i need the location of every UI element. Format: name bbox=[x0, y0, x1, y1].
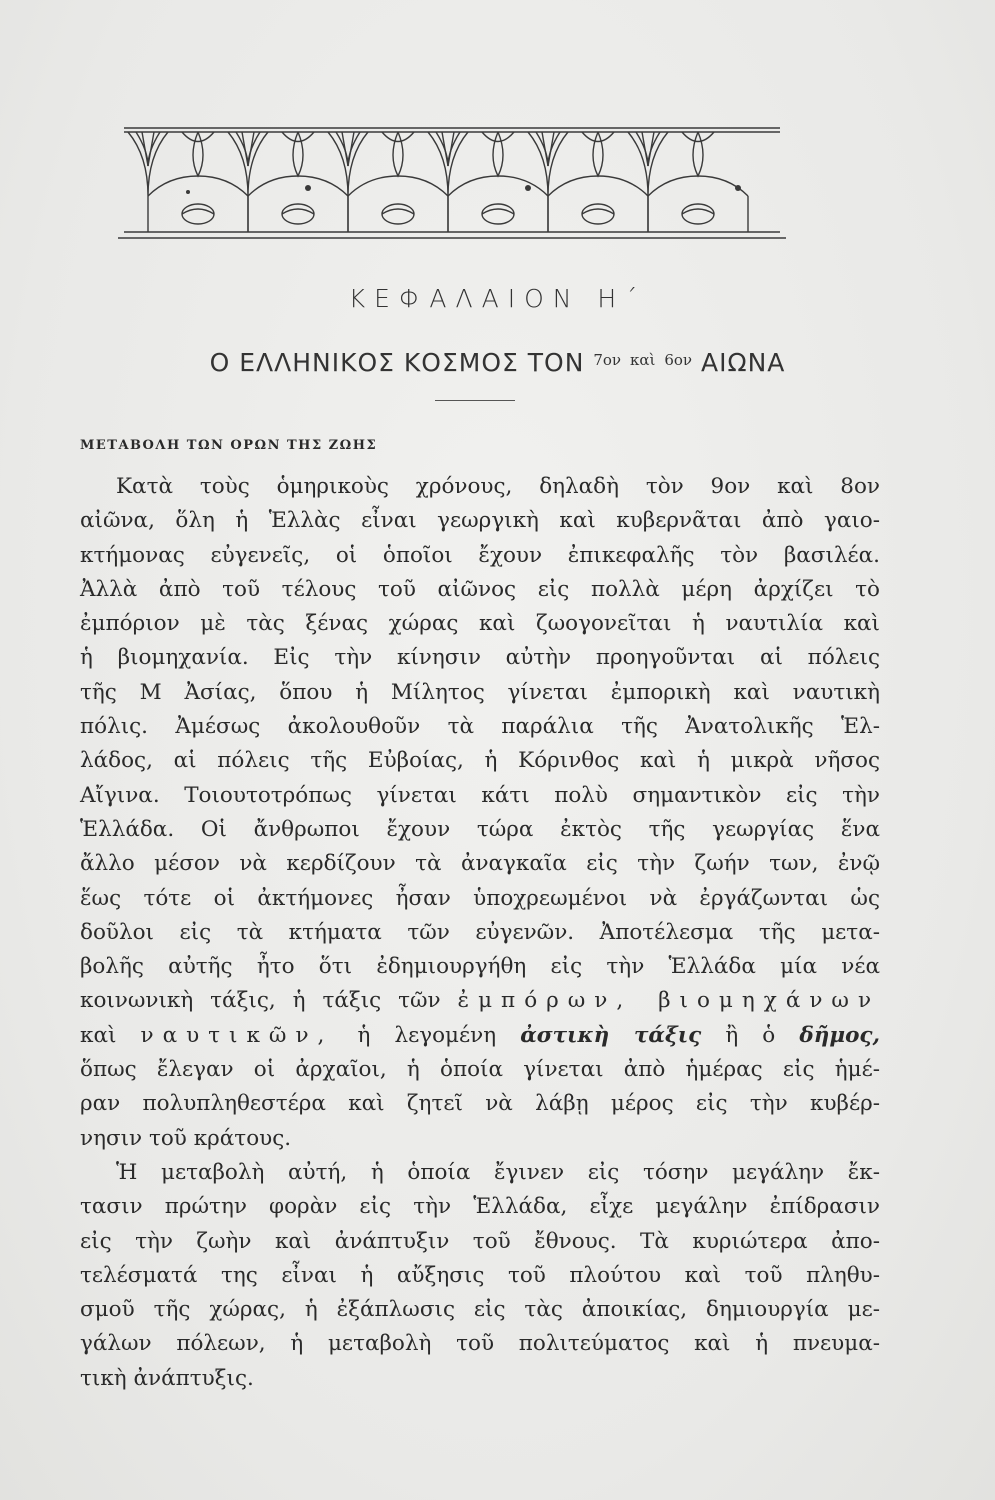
text-line: Ἀλλὰ ἀπὸ τοῦ τέλους τοῦ αἰῶνος εἰς πολλὰ μέρη ἀρχίζει τὸ bbox=[80, 576, 880, 602]
text-line: τικὴ ἀνάπτυξις. bbox=[80, 1365, 254, 1391]
text-line: δοῦλοι εἰς τὰ κτήματα τῶν εὐγενῶν. Ἀποτέλεσμα τῆς μετα- bbox=[80, 919, 880, 945]
text-line: σμοῦ τῆς χώρας, ἡ ἐξάπλωσις εἰς τὰς ἀποικίας, δημιουργία με- bbox=[80, 1297, 880, 1323]
text-line: αἰῶνα, ὅλη ἡ Ἑλλὰς εἶναι γεωργικὴ καὶ κυβερνᾶται ἀπὸ γαιο- bbox=[80, 508, 880, 534]
chapter-title bbox=[0, 348, 995, 377]
chapter-label: ΚΕΦΑΛΑΙΟΝ Η΄ bbox=[348, 284, 647, 313]
text-line: ἕως τότε οἱ ἀκτήμονες ἦσαν ὑποχρεωμένοι νὰ ἐργάζωνται ὡς bbox=[80, 885, 880, 911]
text-line: Ἑλλάδα. Οἱ ἄνθρωποι ἔχουν τώρα ἐκτὸς τῆς γεωργίας ἕνα bbox=[80, 816, 880, 842]
text-line: πόλις. Ἀμέσως ἀκολουθοῦν τὰ παράλια τῆς Ἀνατολικῆς Ἑλ- bbox=[80, 714, 880, 740]
bold-term-astiki-taxis: ἀστικὴ τάξις bbox=[520, 1022, 702, 1048]
text-line: ὅπως ἔλεγαν οἱ ἀρχαῖοι, ἡ ὁποία γίνεται ἀπὸ ἡμέρας εἰς ἡμέ- bbox=[80, 1057, 880, 1083]
text-line: τελέσματά της εἶναι ἡ αὔξησις τοῦ πλούτου καὶ τοῦ πληθυ- bbox=[80, 1262, 880, 1288]
text-line: Αἴγινα. Τοιουτοτρόπως γίνεται κάτι πολὺ σημαντικὸν εἰς τὴν bbox=[80, 782, 880, 808]
text-line: γάλων πόλεων, ἡ μεταβολὴ τοῦ πολιτεύματος καὶ ἡ πνευμα- bbox=[80, 1331, 880, 1357]
text-segment: καὶ bbox=[80, 1022, 117, 1048]
text-line: ἡ βιομηχανία. Εἰς τὴν κίνησιν αὐτὴν προηγοῦνται αἱ πόλεις bbox=[80, 645, 880, 671]
decorative-frieze-ornament bbox=[118, 96, 786, 256]
text-line: εἰς τὴν ζωὴν καὶ ἀνάπτυξιν τοῦ ἔθνους. Τὰ κυριώτερα ἀπο- bbox=[80, 1228, 880, 1254]
text-line: βολῆς αὐτῆς ἦτο ὅτι ἐδημιουργήθη εἰς τὴν Ἑλλάδα μία νέα bbox=[80, 954, 880, 980]
text-line bbox=[80, 1019, 880, 1053]
text-line: Ἡ μεταβολὴ αὐτή, ἡ ὁποία ἔγινεν εἰς τόσην μεγάλην ἔκ- bbox=[116, 1159, 880, 1185]
text-segment: ἢ ὁ bbox=[725, 1022, 776, 1048]
chapter-title-main: Ο ΕΛΛΗΝΙΚΟΣ ΚΟΣΜΟΣ ΤΟΝ bbox=[209, 348, 585, 377]
text-segment: ἡ λεγομένη bbox=[357, 1022, 497, 1048]
bold-term-dimos: δῆμος, bbox=[799, 1022, 880, 1048]
text-line: λάδος, αἱ πόλεις τῆς Εὐβοίας, ἡ Κόρινθος καὶ ἡ μικρὰ νῆσος bbox=[80, 748, 880, 774]
text-line: τῆς Μ Ἀσίας, ὅπου ἡ Μίλητος γίνεται ἐμπορικὴ καὶ ναυτικὴ bbox=[80, 679, 880, 705]
text-line: ἄλλο μέσον νὰ κερδίζουν τὰ ἀναγκαῖα εἰς τὴν ζωήν των, ἐνῷ bbox=[80, 851, 880, 877]
section-heading: ΜΕΤΑΒΟΛΗ ΤΩΝ ΟΡΩΝ ΤΗΣ ΖΩΗΣ bbox=[80, 438, 378, 453]
text-line: ἐμπόριον μὲ τὰς ξένας χώρας καὶ ζωογονεῖται ἡ ναυτιλία καὶ bbox=[80, 611, 880, 637]
chapter-title-end: ΑΙΩΝΑ bbox=[701, 348, 786, 377]
title-divider bbox=[435, 400, 515, 401]
chapter-title-century-2: 6ον bbox=[664, 351, 693, 369]
text-line: νησιν τοῦ κράτους. bbox=[80, 1125, 292, 1151]
chapter-title-century-1: 7ον bbox=[593, 351, 622, 369]
body-text bbox=[80, 470, 880, 1396]
text-line: Κατὰ τοὺς ὁμηρικοὺς χρόνους, δηλαδὴ τὸν 9ον καὶ 8ον bbox=[116, 474, 880, 499]
text-line: τασιν πρώτην φορὰν εἰς τὴν Ἑλλάδα, εἶχε μεγάλην ἐπίδρασιν bbox=[80, 1194, 880, 1220]
text-line: ραν πολυπληθεστέρα καὶ ζητεῖ νὰ λάβῃ μέρος εἰς τὴν κυβέρ- bbox=[80, 1091, 880, 1117]
spaced-emphasis: ἐμπόρων, βιομηχάνων bbox=[457, 988, 881, 1014]
chapter-title-and: καὶ bbox=[630, 351, 656, 369]
spaced-emphasis: ναυτικῶν, bbox=[140, 1022, 334, 1048]
text-line: κτήμονας εὐγενεῖς, οἱ ὁποῖοι ἔχουν ἐπικεφαλῆς τὸν βασιλέα. bbox=[80, 542, 880, 568]
text-segment: κοινωνικὴ τάξις, ἡ τάξις τῶν bbox=[80, 988, 441, 1014]
text-line bbox=[80, 984, 880, 1018]
